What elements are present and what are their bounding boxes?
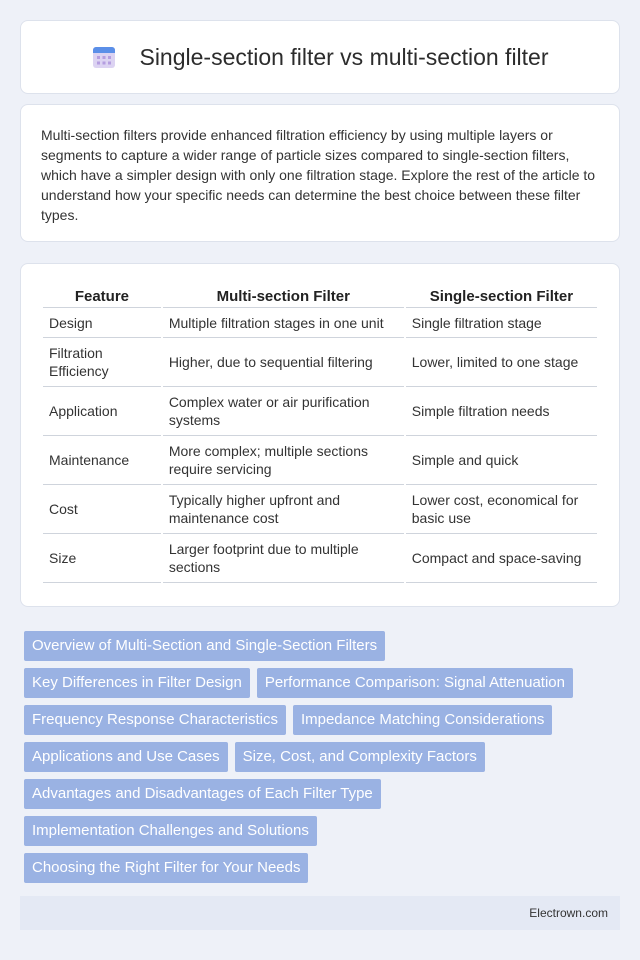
table-row [43,485,597,534]
cell-single: Lower cost, economical for basic use [406,485,597,534]
table-row [43,387,597,436]
cell-multi: More complex; multiple sections require servicing [163,436,404,485]
footer [20,896,620,930]
cell-feature: Cost [43,485,161,534]
calendar-icon [91,44,117,70]
intro-paragraph: Multi-section filters provide enhanced filtration efficiency by using multiple layers or segments to capture a wider range of particle sizes compared to single-section filters, which have a simpler design with only one filtration stage. Explore the rest of the article to understand how your specific needs can determine the best choice between these filter types. [41,127,596,223]
cell-feature: Maintenance [43,436,161,485]
tag-overview[interactable]: Overview of Multi-Section and Single-Section Filters [24,631,385,661]
table-header-row [43,284,597,308]
tag-row [24,853,620,883]
cell-single: Compact and space-saving [406,534,597,583]
cell-single: Simple filtration needs [406,387,597,436]
footer-site-link[interactable]: Electrown.com [529,906,608,920]
table-row [43,338,597,387]
header-multi-section: Multi-section Filter [163,284,404,308]
tag-row [24,631,620,661]
title-card [20,20,620,94]
cell-single: Lower, limited to one stage [406,338,597,387]
tag-key-differences[interactable]: Key Differences in Filter Design [24,668,250,698]
cell-multi: Typically higher upfront and maintenance cost [163,485,404,534]
table-row [43,308,597,338]
cell-multi: Multiple filtration stages in one unit [163,308,404,338]
page-title: Single-section filter vs multi-section filter [139,43,549,70]
tag-row [24,816,620,846]
cell-feature: Design [43,308,161,338]
tag-impedance-matching[interactable]: Impedance Matching Considerations [293,705,552,735]
cell-single: Single filtration stage [406,308,597,338]
cell-feature: Size [43,534,161,583]
cell-multi: Complex water or air purification systems [163,387,404,436]
cell-single: Simple and quick [406,436,597,485]
cell-multi: Larger footprint due to multiple sections [163,534,404,583]
header-feature: Feature [43,284,161,308]
tag-choosing[interactable]: Choosing the Right Filter for Your Needs [24,853,308,883]
tag-implementation[interactable]: Implementation Challenges and Solutions [24,816,317,846]
header-single-section: Single-section Filter [406,284,597,308]
cell-multi: Higher, due to sequential filtering [163,338,404,387]
table-row [43,534,597,583]
topic-tag-list [24,631,620,890]
cell-feature: Application [43,387,161,436]
tag-row [24,742,620,772]
tag-applications[interactable]: Applications and Use Cases [24,742,228,772]
tag-row [24,668,620,698]
intro-card [20,104,620,242]
tag-size-cost[interactable]: Size, Cost, and Complexity Factors [235,742,485,772]
tag-row [24,705,620,735]
tag-row [24,779,620,809]
tag-performance-comparison[interactable]: Performance Comparison: Signal Attenuation [257,668,573,698]
tag-frequency-response[interactable]: Frequency Response Characteristics [24,705,286,735]
comparison-card [20,263,620,607]
cell-feature: Filtration Efficiency [43,338,161,387]
table-row [43,436,597,485]
comparison-table [41,284,599,583]
tag-advantages[interactable]: Advantages and Disadvantages of Each Filter Type [24,779,381,809]
